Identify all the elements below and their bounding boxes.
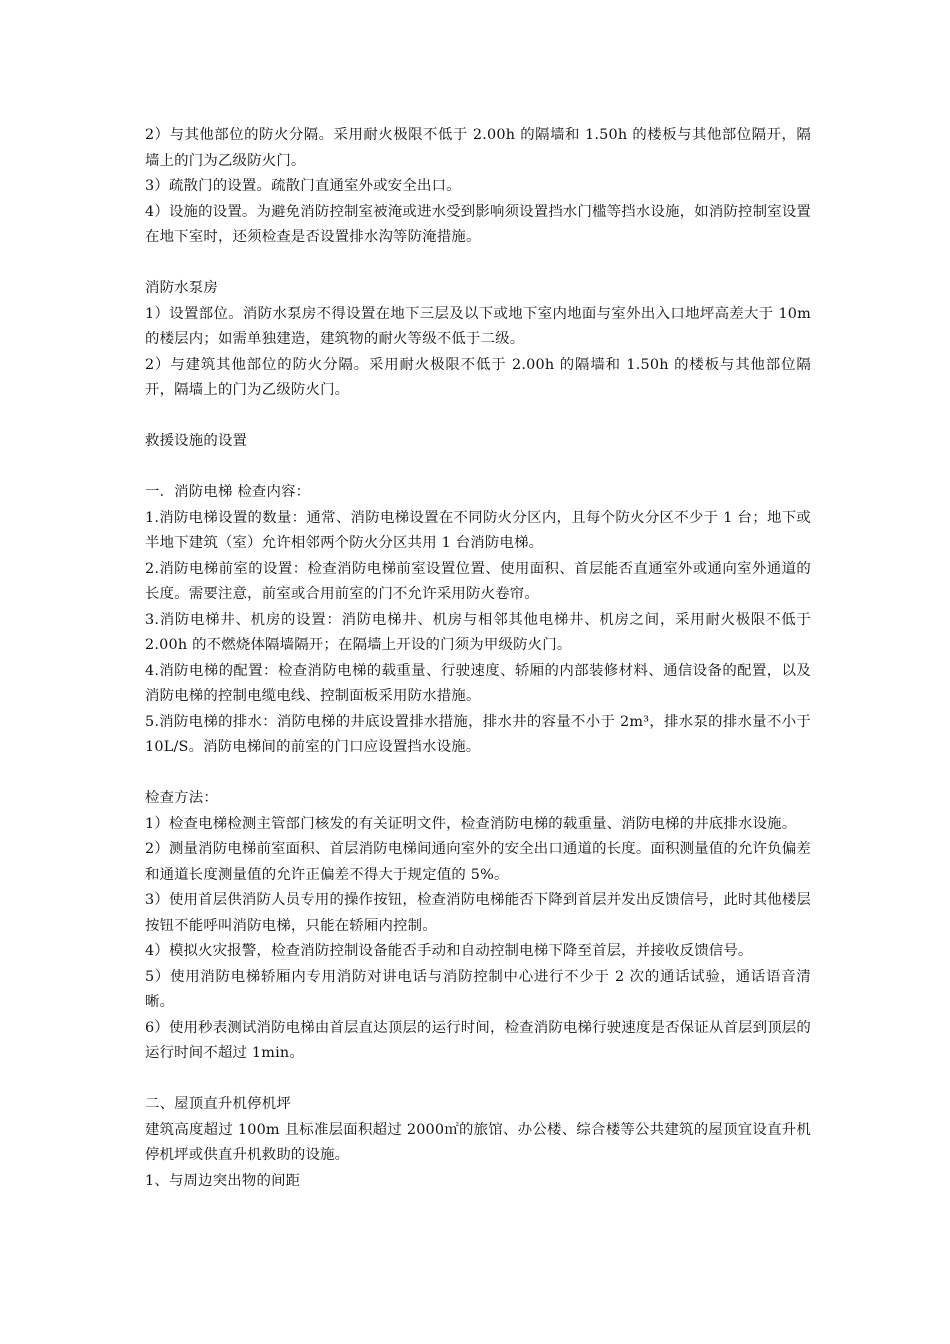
paragraph: 1、与周边突出物的间距 [145, 1172, 301, 1189]
section-heading: 救援设施的设置 [145, 433, 248, 449]
paragraph: 2）与其他部位的防火分隔。采用耐火极限不低于 2.00h 的隔墙和 1.50h 的楼板与其他部位隔开，隔墙上的门为乙级防火门。 [145, 127, 811, 169]
blank-line [145, 1067, 811, 1093]
blank-line [145, 404, 811, 430]
paragraph: 2.消防电梯前室的设置：检查消防电梯前室设置位置、使用面积、首层能否直通室外或通向室外通道的长度。需要注意，前室或合用前室的门不允许采用防火卷帘。 [145, 560, 811, 602]
paragraph: 2）与建筑其他部位的防火分隔。采用耐火极限不低于 2.00h 的隔墙和 1.50h 的楼板与其他部位隔开，隔墙上的门为乙级防火门。 [145, 356, 811, 398]
blank-line [145, 761, 811, 787]
paragraph: 1.消防电梯设置的数量：通常、消防电梯设置在不同防火分区内，且每个防火分区不少于 1 台；地下或半地下建筑（室）允许相邻两个防火分区共用 1 台消防电梯。 [145, 509, 811, 551]
paragraph: 3）使用首层供消防人员专用的操作按钮，检查消防电梯能否下降到首层并发出反馈信号，此时其他楼层按钮不能呼叫消防电梯，只能在轿厢内控制。 [145, 892, 811, 934]
paragraph: 5.消防电梯的排水：消防电梯的井底设置排水措施，排水井的容量不小于 2m³，排水泵的排水量不小于 10L/S。消防电梯间的前室的门口应设置挡水设施。 [145, 713, 811, 755]
blank-line [145, 455, 811, 481]
paragraph: 4）模拟火灾报警，检查消防控制设备能否手动和自动控制电梯下降至首层，并接收反馈信号。 [145, 943, 753, 959]
paragraph: 2）测量消防电梯前室面积、首层消防电梯间通向室外的安全出口通道的长度。面积测量值的允许负偏差和通道长度测量值的允许正偏差不得大于规定值的 5%。 [145, 841, 811, 883]
section-heading: 消防水泵房 [145, 280, 218, 296]
paragraph: 4.消防电梯的配置：检查消防电梯的载重量、行驶速度、轿厢的内部装修材料、通信设备的配置，以及消防电梯的控制电缆电线、控制面板采用防水措施。 [145, 662, 811, 704]
paragraph: 3）疏散门的设置。疏散门直通室外或安全出口。 [145, 178, 461, 194]
paragraph: 建筑高度超过 100m 且标准层面积超过 2000㎡的旅馆、办公楼、综合楼等公共建筑的屋顶宜设直升机停机坪或供直升机救助的设施。 [145, 1121, 811, 1163]
document-body [145, 123, 811, 1194]
paragraph: 3.消防电梯井、机房的设置：消防电梯井、机房与相邻其他电梯井、机房之间，采用耐火极限不低于 2.00h 的不燃烧体隔墙隔开；在隔墙上开设的门须为甲级防火门。 [145, 611, 811, 653]
paragraph: 6）使用秒表测试消防电梯由首层直达顶层的运行时间，检查消防电梯行驶速度是否保证从首层到顶层的运行时间不超过 1min。 [145, 1019, 811, 1061]
subsection-heading: 一．消防电梯 检查内容： [145, 484, 311, 500]
paragraph: 4）设施的设置。为避免消防控制室被淹或进水受到影响须设置挡水门槛等挡水设施，如消防控制室设置在地下室时，还须检查是否设置排水沟等防淹措施。 [145, 203, 811, 245]
section-heading: 二、屋顶直升机停机坪 [145, 1096, 291, 1112]
paragraph: 1）检查电梯检测主管部门核发的有关证明文件，检查消防电梯的载重量、消防电梯的井底排水设施。 [145, 815, 797, 832]
paragraph: 1）设置部位。消防水泵房不得设置在地下三层及以下或地下室内地面与室外出入口地坪高差大于 10m 的楼层内；如需单独建造，建筑物的耐火等级不低于二级。 [145, 305, 811, 347]
blank-line [145, 251, 811, 277]
section-heading: 检查方法： [145, 790, 218, 806]
paragraph: 5）使用消防电梯轿厢内专用消防对讲电话与消防控制中心进行不少于 2 次的通话试验，通话语音清晰。 [145, 968, 811, 1010]
